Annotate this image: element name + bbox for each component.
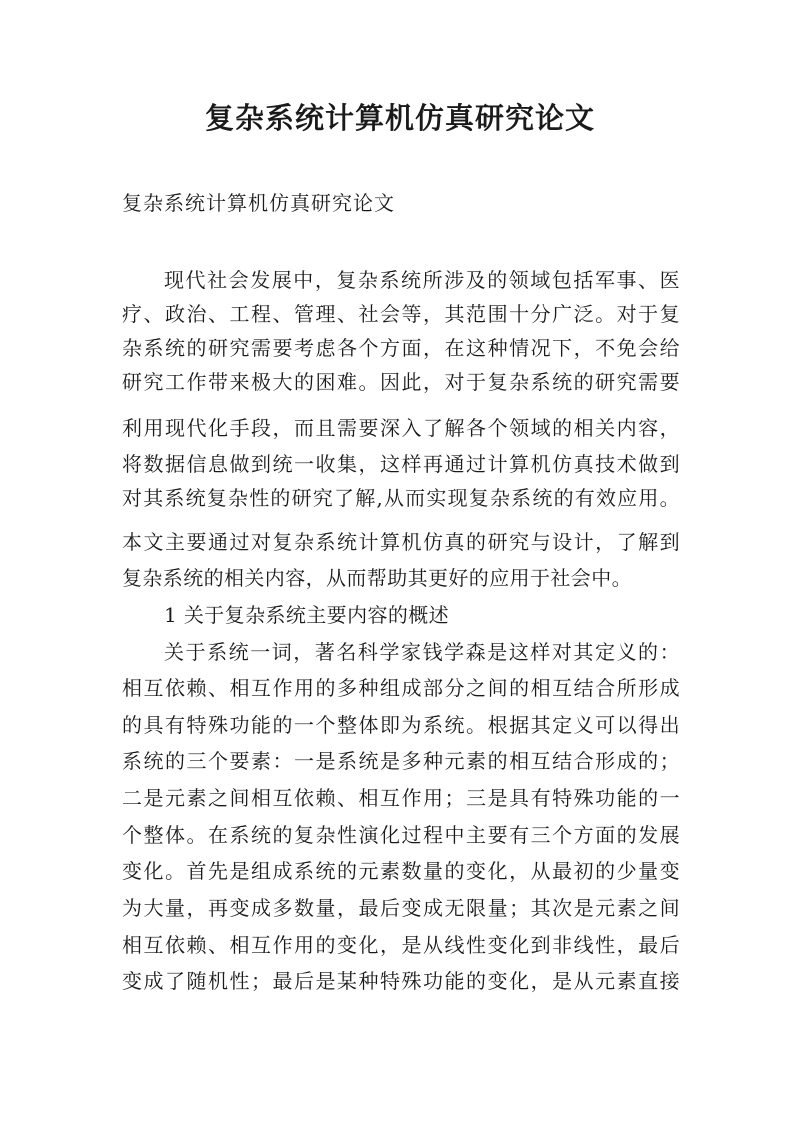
paragraph-line: 本文主要通过对复杂系统计算机仿真的研究与设计，了解到	[122, 530, 680, 554]
paragraph-line: 个整体。在系统的复杂性演化过程中主要有三个方面的发展	[122, 823, 680, 847]
paragraph-line: 相互依赖、相互作用的多种组成部分之间的相互结合所形成	[122, 676, 680, 700]
document-title: 复杂系统计算机仿真研究论文	[204, 101, 595, 135]
section-heading: 1 关于复杂系统主要内容的概述	[164, 603, 450, 627]
paragraph-line: 变化。首先是组成系统的元素数量的变化，从最初的少量变	[122, 859, 680, 883]
paragraph-line: 复杂系统的相关内容，从而帮助其更好的应用于社会中。	[122, 566, 632, 590]
document-subtitle: 复杂系统计算机仿真研究论文	[122, 191, 395, 215]
paragraph-line: 二是元素之间相互依赖、相互作用；三是具有特殊功能的一	[122, 786, 680, 810]
paragraph-line: 为大量，再变成多数量，最后变成无限量；其次是元素之间	[122, 896, 680, 920]
paragraph-line: 现代社会发展中，复杂系统所涉及的领域包括军事、医	[164, 268, 680, 292]
paragraph-line: 对其系统复杂性的研究了解,从而实现复杂系统的有效应用。	[122, 486, 680, 510]
paragraph-line: 疗、政治、工程、管理、社会等，其范围十分广泛。对于复	[122, 302, 680, 326]
paragraph-line: 系统的三个要素：一是系统是多种元素的相互结合形成的；	[122, 749, 680, 773]
paragraph-line: 相互依赖、相互作用的变化，是从线性变化到非线性，最后	[122, 933, 680, 957]
paragraph-line: 变成了随机性；最后是某种特殊功能的变化，是从元素直接	[122, 969, 680, 993]
paragraph-line: 将数据信息做到统一收集，这样再通过计算机仿真技术做到	[122, 452, 680, 476]
paragraph-line: 杂系统的研究需要考虑各个方面，在这种情况下，不免会给	[122, 336, 680, 360]
paragraph-line: 的具有特殊功能的一个整体即为系统。根据其定义可以得出	[122, 713, 680, 737]
paragraph-line: 关于系统一词，著名科学家钱学森是这样对其定义的：	[164, 640, 680, 664]
paragraph-line: 利用现代化手段，而且需要深入了解各个领域的相关内容，	[122, 416, 680, 440]
paragraph-line: 研究工作带来极大的困难。因此，对于复杂系统的研究需要	[122, 370, 680, 394]
